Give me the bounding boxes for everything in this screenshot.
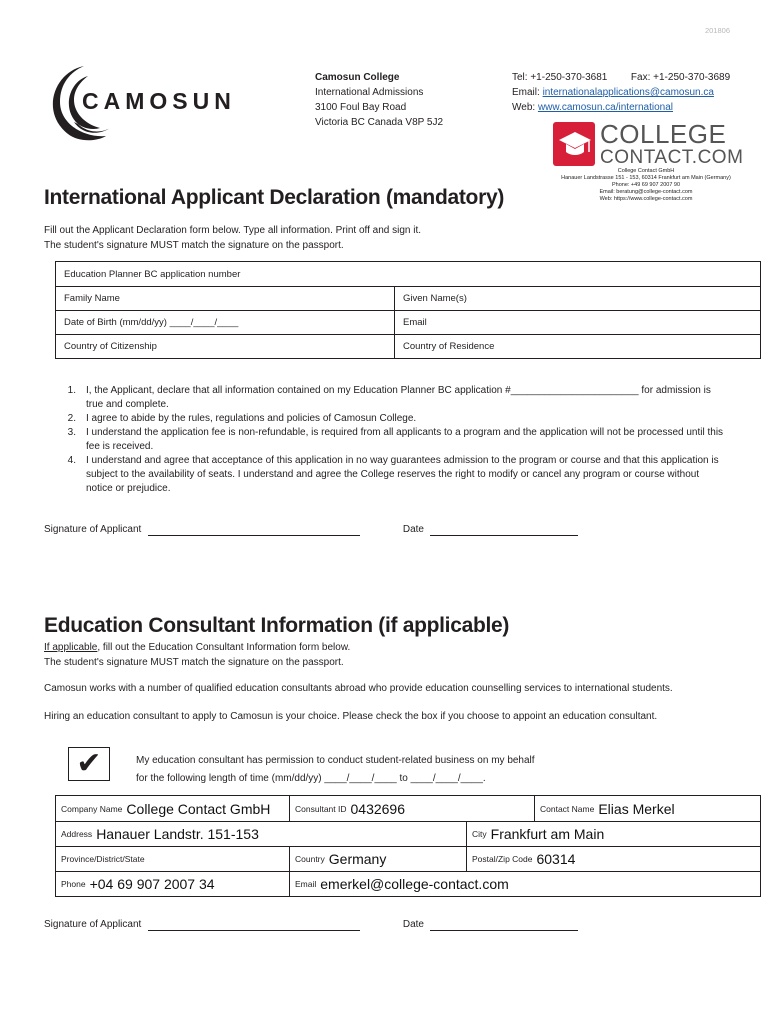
consultant-country-field[interactable]: Country Germany — [289, 847, 466, 871]
section1-title: International Applicant Declaration (mandatory) — [44, 186, 505, 209]
college-address — [315, 70, 443, 130]
section2-paragraph-1: Camosun works with a number of qualified education consultants abroad who provide education counselling services to international students. — [44, 683, 673, 694]
permission-text-2: for the following length of time (mm/dd/yy) ____/____/____ to ____/____/____. — [136, 773, 486, 784]
college-street: 3100 Foul Bay Road — [315, 102, 407, 113]
date-label: Date — [402, 524, 424, 535]
consultant-address-field[interactable]: Address Hanauer Landstr. 151-153 — [61, 826, 259, 842]
family-name-field[interactable]: Family Name — [64, 293, 120, 304]
signature-label: Signature of Applicant — [44, 919, 142, 930]
email-link[interactable]: internationalapplications@camosun.ca — [542, 87, 714, 98]
declaration-item: 4. I understand and agree that acceptance of this application in no way guarantees admission to the program or course and that this application is subject to the availability of seats. I understand and agree the College reserves the right to modify or cancel any program or course without notice or prejudice. — [67, 455, 719, 494]
section1-intro-2: The student's signature MUST match the signature on the passport. — [44, 240, 344, 251]
signature-label: Signature of Applicant — [44, 524, 142, 535]
permission-text-1: My education consultant has permission to conduct student-related business on my behalf — [136, 755, 535, 766]
fax: Fax: +1-250-370-3689 — [630, 72, 731, 83]
ebc-application-number-field[interactable]: Education Planner BC application number — [64, 268, 241, 280]
date-of-birth-field[interactable]: Date of Birth (mm/dd/yy) ____/____/____ — [64, 317, 239, 328]
checkmark-icon: ✔ — [76, 747, 102, 780]
camosun-wordmark: CAMOSUN — [82, 88, 236, 114]
consultant-email-field[interactable]: Email emerkel@college-contact.com — [289, 872, 760, 896]
consultant-city-field[interactable]: City Frankfurt am Main — [466, 822, 760, 846]
signature-line[interactable] — [148, 919, 360, 931]
consultant-id-field[interactable]: Consultant ID 0432696 — [289, 796, 534, 821]
contact-name-field[interactable]: Contact Name Elias Merkel — [534, 796, 760, 821]
camosun-logo — [44, 62, 244, 142]
postal-code-field[interactable]: Postal/Zip Code 60314 — [466, 847, 760, 871]
date-line[interactable] — [430, 524, 578, 536]
consultant-info-table — [55, 795, 761, 897]
section2-title: Education Consultant Information (if applicable) — [44, 614, 510, 637]
college-contact-name-2: CONTACT.COM — [600, 147, 744, 168]
applicant-email-field[interactable]: Email — [394, 311, 760, 334]
declaration-item: 3. I understand the application fee is non-refundable, is required from all applicants to a program and the application will not be processed until this fee is received. — [67, 427, 724, 452]
signature-row-1 — [44, 524, 584, 536]
company-name-field[interactable]: Company Name College Contact GmbH — [61, 800, 271, 817]
college-dept: International Admissions — [315, 87, 424, 98]
applicant-info-table — [55, 261, 761, 359]
section1-intro-1: Fill out the Applicant Declaration form below. Type all information. Print off and sign it. — [44, 225, 422, 236]
section2-paragraph-2: Hiring an education consultant to apply to Camosun is your choice. Please check the box if you choose to appoint an education consultant. — [44, 711, 658, 722]
college-contact-name-1: COLLEGE — [600, 119, 727, 149]
email-label: Email: — [512, 87, 543, 98]
signature-row-2 — [44, 919, 584, 931]
province-field[interactable]: Province/District/State — [61, 854, 145, 864]
section2-intro-2: The student's signature MUST match the signature on the passport. — [44, 657, 344, 668]
declaration-item: 2. I agree to abide by the rules, regulations and policies of Camosun College. — [67, 413, 417, 424]
web-link[interactable]: www.camosun.ca/international — [537, 102, 674, 113]
declarations-list — [62, 384, 762, 494]
declaration-item: 1. I, the Applicant, declare that all information contained on my Education Planner BC application #_______________________ for admission is true and complete. — [67, 385, 711, 410]
date-line[interactable] — [430, 919, 578, 931]
college-city: Victoria BC Canada V8P 5J2 — [315, 117, 444, 128]
section2-intro-1: , fill out the Education Consultant Information form below. — [97, 642, 351, 653]
given-name-field[interactable]: Given Name(s) — [394, 287, 760, 310]
consultant-permission-checkbox[interactable] — [68, 747, 110, 781]
college-name: Camosun College — [315, 72, 400, 83]
consultant-phone-field[interactable]: Phone +04 69 907 2007 34 — [61, 876, 215, 892]
country-of-citizenship-field[interactable]: Country of Citizenship — [64, 341, 157, 352]
web-label: Web: — [512, 102, 538, 113]
college-contact-logo-icon — [553, 122, 595, 166]
date-label: Date — [402, 919, 424, 930]
country-of-residence-field[interactable]: Country of Residence — [394, 335, 760, 358]
signature-line[interactable] — [148, 524, 360, 536]
form-code: 201806 — [704, 26, 730, 35]
college-contact-address: College Contact GmbH Hanauer Landstrasse 151 - 153, 60314 Frankfurt am Main (Germany) Phone: +49 69 907 2007 90 Email: beratung@college-contact.com Web: https://www.college-contact.com — [561, 168, 731, 202]
college-contact-info — [512, 70, 730, 115]
if-applicable-link: If applicable — [44, 642, 98, 653]
tel: Tel: +1-250-370-3681 — [512, 72, 608, 83]
